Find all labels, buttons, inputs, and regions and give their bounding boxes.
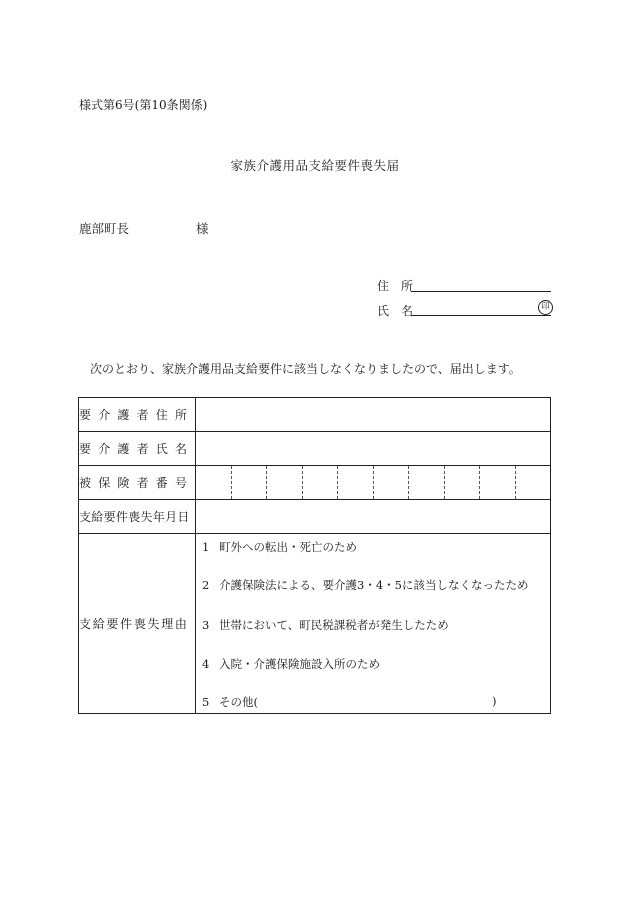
- insured-number-digit-cell[interactable]: [231, 466, 267, 499]
- care-recipient-address-field[interactable]: [196, 398, 551, 432]
- label-loss-date: 支給要件喪失年月日: [79, 500, 196, 534]
- seal-mark: 印: [538, 300, 553, 315]
- insured-number-digit-cells: [196, 466, 550, 499]
- reason-option-2[interactable]: 2 介護保険法による、要介護3・4・5に該当しなくなったため: [202, 578, 529, 592]
- insured-number-field: [196, 466, 551, 500]
- address-label: 住 所: [377, 279, 414, 293]
- insured-number-digit-cell[interactable]: [444, 466, 480, 499]
- name-label: 氏 名: [377, 304, 414, 318]
- insured-number-digit-cell[interactable]: [408, 466, 444, 499]
- reason-option-1[interactable]: 1 町外への転出・死亡のため: [202, 540, 357, 554]
- document-title: 家族介護用品支給要件喪失届: [230, 158, 400, 173]
- address-line[interactable]: [411, 291, 551, 292]
- name-line[interactable]: [411, 315, 551, 316]
- addressee-honorific: 様: [196, 221, 209, 236]
- label-care-recipient-name: 要 介 護 者 氏 名: [79, 442, 187, 456]
- form-number: 様式第6号(第10条関係): [79, 98, 208, 112]
- insured-number-digit-cell[interactable]: [479, 466, 515, 499]
- reason-option-3[interactable]: 3 世帯において、町民税課税者が発生したため: [202, 618, 449, 632]
- application-table: [78, 397, 551, 714]
- other-close-paren: ): [492, 694, 497, 708]
- row-care-recipient-name: [79, 432, 551, 466]
- insured-number-digit-cell[interactable]: [373, 466, 409, 499]
- reason-option-5[interactable]: 5 その他( ): [202, 694, 497, 709]
- label-loss-reason: 支 給 要 件 喪 失 理 由: [79, 617, 187, 631]
- insured-number-digit-cell[interactable]: [196, 466, 231, 499]
- addressee: 鹿部町長: [79, 221, 130, 236]
- label-insured-number: 被 保 険 者 番 号: [79, 476, 187, 490]
- care-recipient-name-field[interactable]: [196, 432, 551, 466]
- reason-option-4[interactable]: 4 入院・介護保険施設入所のため: [202, 657, 380, 671]
- reason-options: [196, 534, 550, 713]
- insured-number-digit-cell[interactable]: [302, 466, 338, 499]
- insured-number-digit-cell[interactable]: [266, 466, 302, 499]
- intro-text: 次のとおり、家族介護用品支給要件に該当しなくなりましたので、届出します。: [90, 362, 521, 376]
- row-loss-date: [79, 500, 551, 534]
- row-insured-number: [79, 466, 551, 500]
- loss-date-field[interactable]: [196, 500, 551, 534]
- insured-number-digit-cell[interactable]: [515, 466, 551, 499]
- row-loss-reason: [79, 534, 551, 714]
- insured-number-digit-cell[interactable]: [337, 466, 373, 499]
- label-care-recipient-address: 要 介 護 者 住 所: [79, 408, 187, 422]
- row-care-recipient-address: [79, 398, 551, 432]
